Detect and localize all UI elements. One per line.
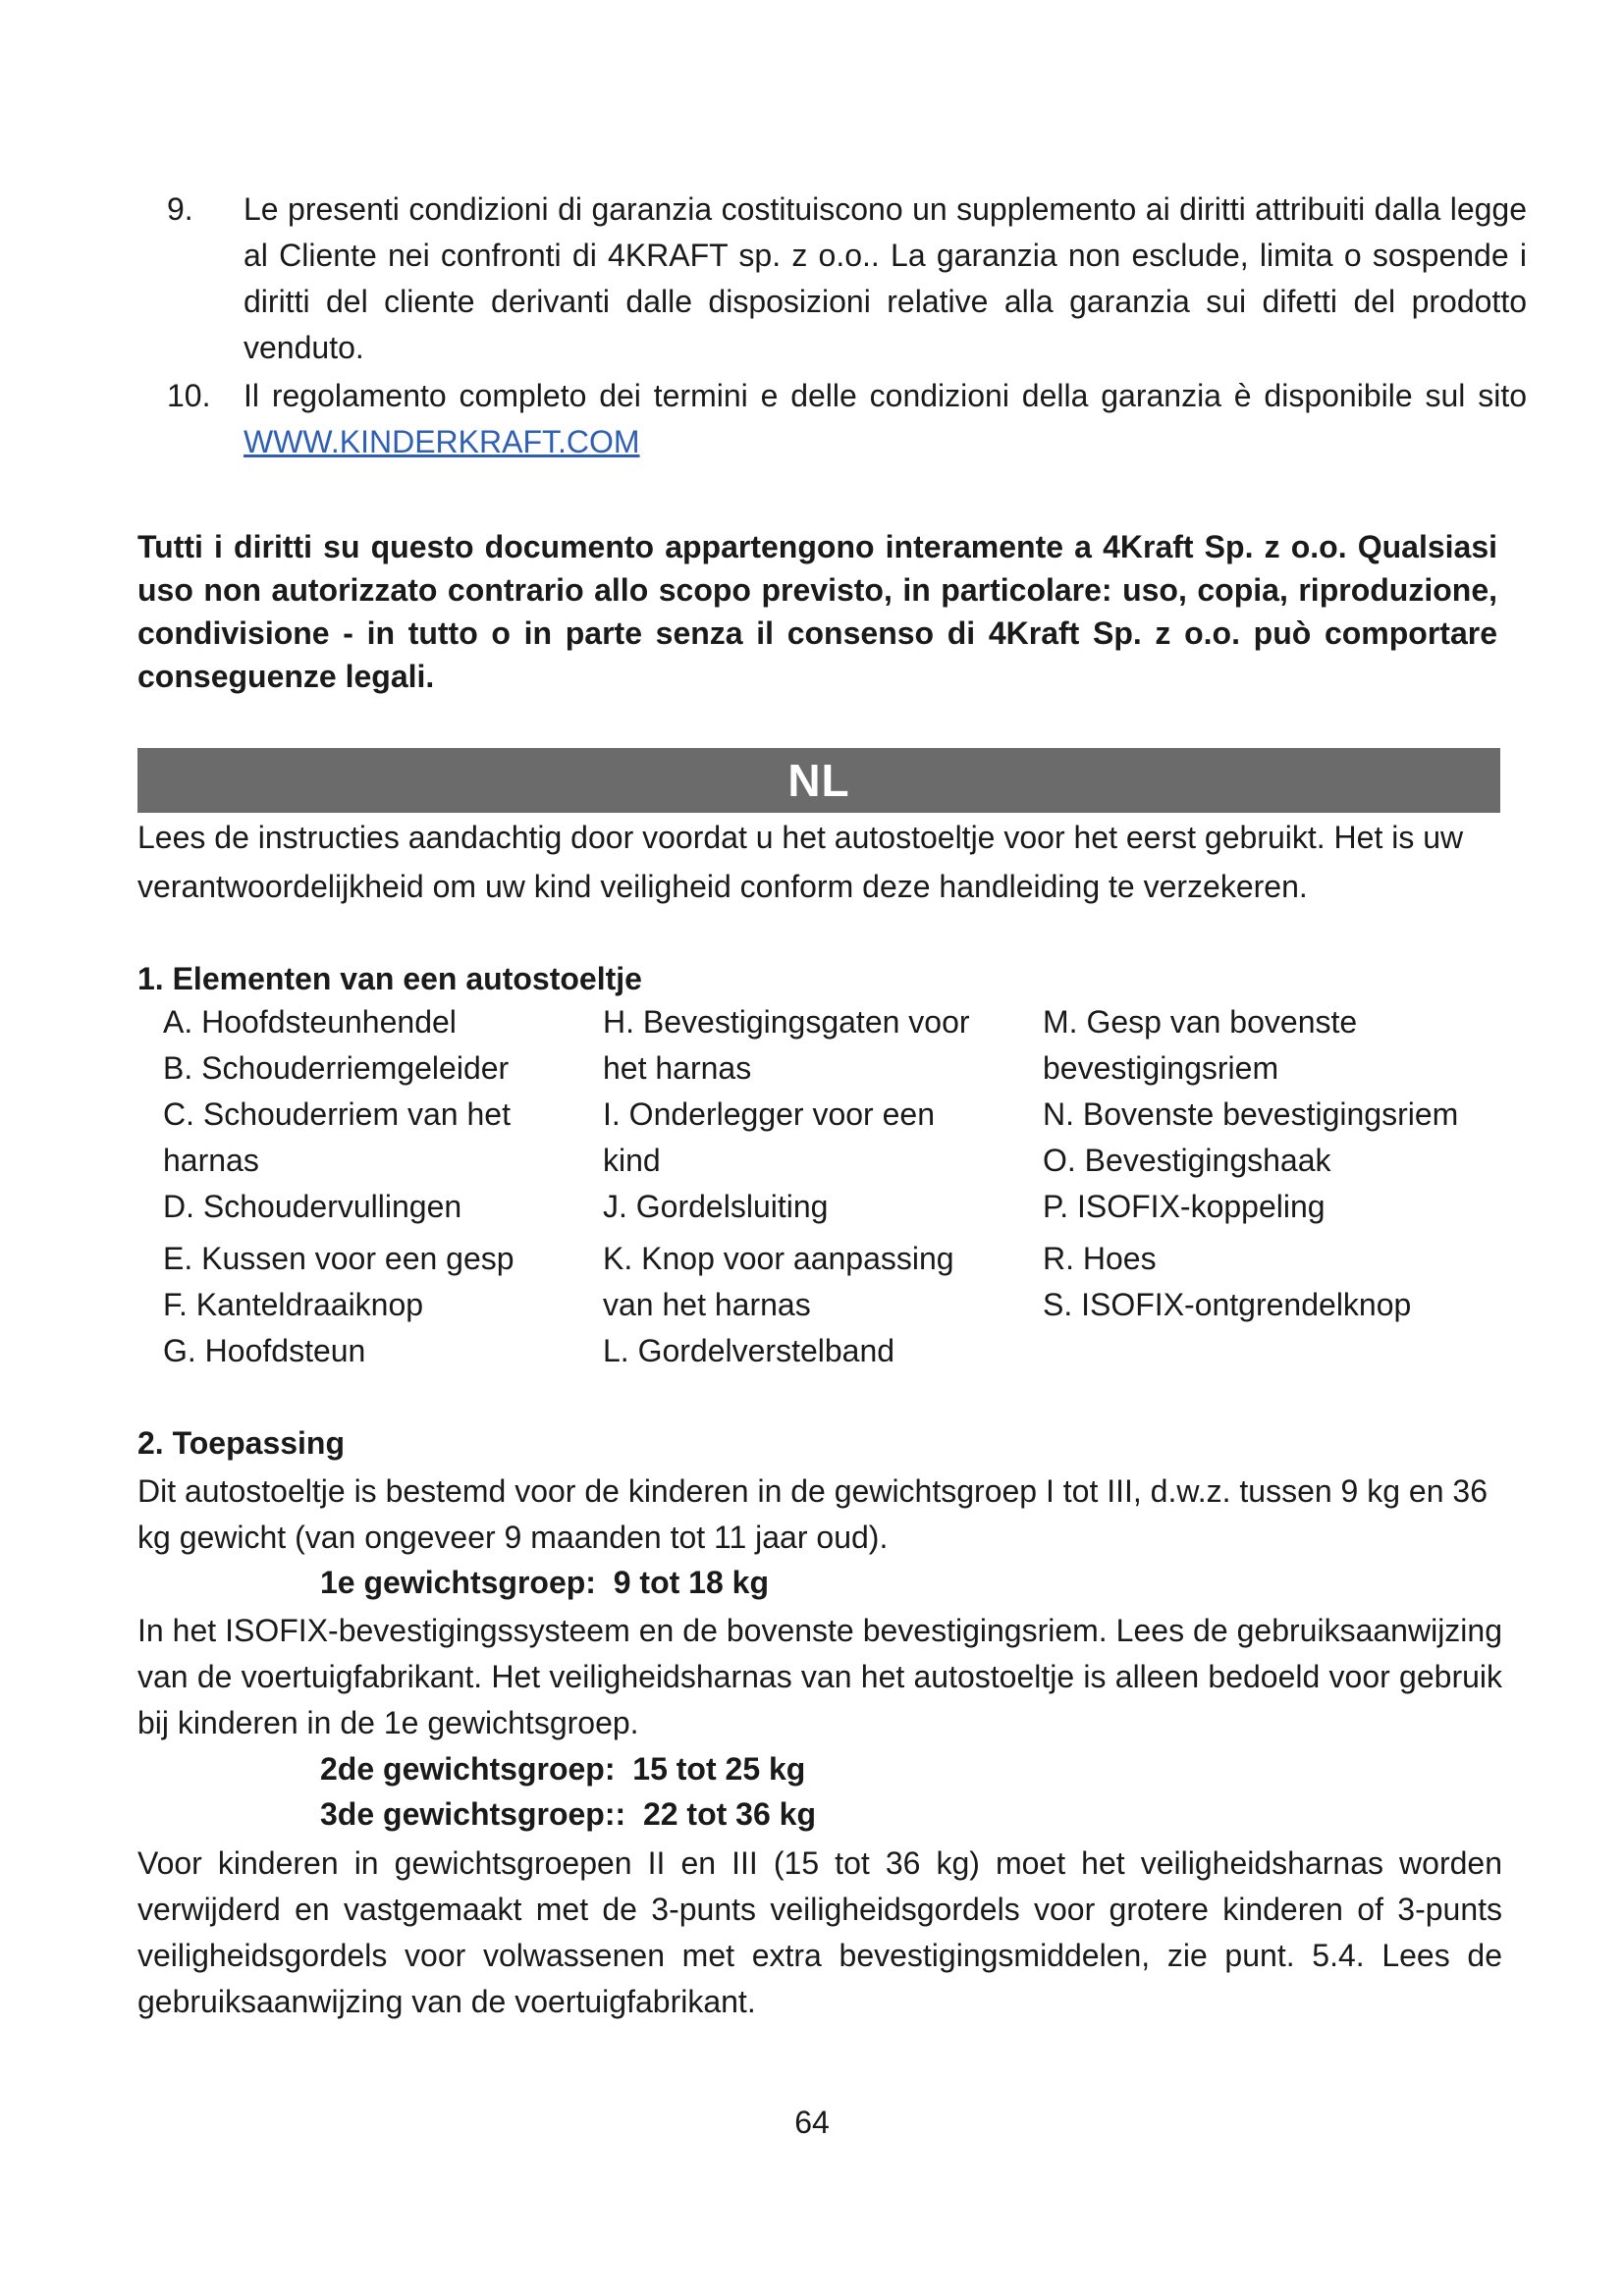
elements-column-2 [603, 999, 1035, 1374]
element-item: F. Kanteldraaiknop [163, 1287, 424, 1322]
element-item: G. Hoofdsteun [163, 1333, 366, 1368]
element-item: het harnas [603, 1050, 752, 1086]
element-item: K. Knop voor aanpassing [603, 1241, 954, 1276]
elements-column-1 [163, 999, 595, 1374]
intro-paragraph: Lees de instructies aandachtig door voordat u het autostoeltje voor het eerst gebruikt. Het is uw verantwoordelijkheid om uw kind veiligheid conform deze handleiding te verzekeren. [137, 820, 1464, 904]
element-item: kind [603, 1143, 661, 1178]
rights-notice: Tutti i diritti su questo documento appartengono interamente a 4Kraft Sp. z o.o. Qualsiasi uso non autorizzato contrario allo scopo previsto, in particolare: uso, copia, riproduzione, condivisione - in tutto o in parte senza il consenso di 4Kraft Sp. z o.o. può comportare conseguenze legali. [137, 529, 1497, 694]
element-item: M. Gesp van bovenste [1043, 1004, 1358, 1040]
element-item: A. Hoofdsteunhendel [163, 1004, 457, 1040]
element-item: H. Bevestigingsgaten voor [603, 1004, 970, 1040]
section-heading: 2. Toepassing [137, 1425, 346, 1461]
element-item: van het harnas [603, 1287, 811, 1322]
element-item: C. Schouderriem van het [163, 1096, 511, 1132]
element-item: E. Kussen voor een gesp [163, 1241, 514, 1276]
element-item: N. Bovenste bevestigingsriem [1043, 1096, 1459, 1132]
weight-group-heading: 2de gewichtsgroep: 15 tot 25 kg [320, 1751, 806, 1787]
element-item: L. Gordelverstelband [603, 1333, 895, 1368]
page-number: 64 [794, 2105, 830, 2140]
elements-column-3 [1043, 999, 1504, 1328]
element-item: bevestigingsriem [1043, 1050, 1279, 1086]
website-link[interactable]: WWW.KINDERKRAFT.COM [244, 424, 640, 459]
element-item: D. Schoudervullingen [163, 1189, 462, 1224]
application-paragraph: In het ISOFIX-bevestigingssysteem en de bovenste bevestigingsriem. Lees de gebruiksaanwijzing van de voertuigfabrikant. Het veiligheidsharnas van het autostoeltje is alleen bedoeld voor gebruik bij kinderen in de 1e gewichtsgroep. [137, 1613, 1502, 1740]
item-number: 9. [167, 191, 193, 227]
element-item: I. Onderlegger voor een [603, 1096, 935, 1132]
element-item: S. ISOFIX-ontgrendelknop [1043, 1287, 1412, 1322]
element-item: B. Schouderriemgeleider [163, 1050, 510, 1086]
application-paragraph: Dit autostoeltje is bestemd voor de kinderen in de gewichtsgroep I tot III, d.w.z. tussen 9 kg en 36 kg gewicht (van ongeveer 9 maanden tot 11 jaar oud). [137, 1473, 1488, 1555]
list-item [167, 373, 1527, 465]
section-heading: 1. Elementen van een autostoeltje [137, 961, 642, 996]
language-section-bar: NL [137, 748, 1500, 813]
weight-group-heading: 1e gewichtsgroep: 9 tot 18 kg [320, 1565, 769, 1600]
item-text: Le presenti condizioni di garanzia costituiscono un supplemento ai diritti attribuiti dalla legge al Cliente nei confronti di 4KRAFT sp. z o.o.. La garanzia non esclude, limita o sospende i diritti del cliente derivanti dalle disposizioni relative alla garanzia sui difetti del prodotto venduto. [244, 191, 1527, 365]
item-number: 10. [167, 378, 211, 413]
weight-group-heading: 3de gewichtsgroep:: 22 tot 36 kg [320, 1796, 816, 1832]
warranty-conditions-list [167, 187, 1527, 465]
element-item: J. Gordelsluiting [603, 1189, 829, 1224]
element-item: P. ISOFIX-koppeling [1043, 1189, 1326, 1224]
element-item: harnas [163, 1143, 259, 1178]
element-item: R. Hoes [1043, 1241, 1157, 1276]
item-text: Il regolamento completo dei termini e delle condizioni della garanzia è disponibile sul sito [244, 378, 1527, 413]
application-paragraph: Voor kinderen in gewichtsgroepen II en III (15 tot 36 kg) moet het veiligheidsharnas worden verwijderd en vastgemaakt met de 3-punts veiligheidsgordels voor grotere kinderen of 3-punts veiligheidsgordels voor volwassenen met extra bevestigingsmiddelen, zie punt. 5.4. Lees de gebruiksaanwijzing van de voertuigfabrikant. [137, 1845, 1502, 2019]
list-item [167, 187, 1527, 371]
element-item: O. Bevestigingshaak [1043, 1143, 1331, 1178]
